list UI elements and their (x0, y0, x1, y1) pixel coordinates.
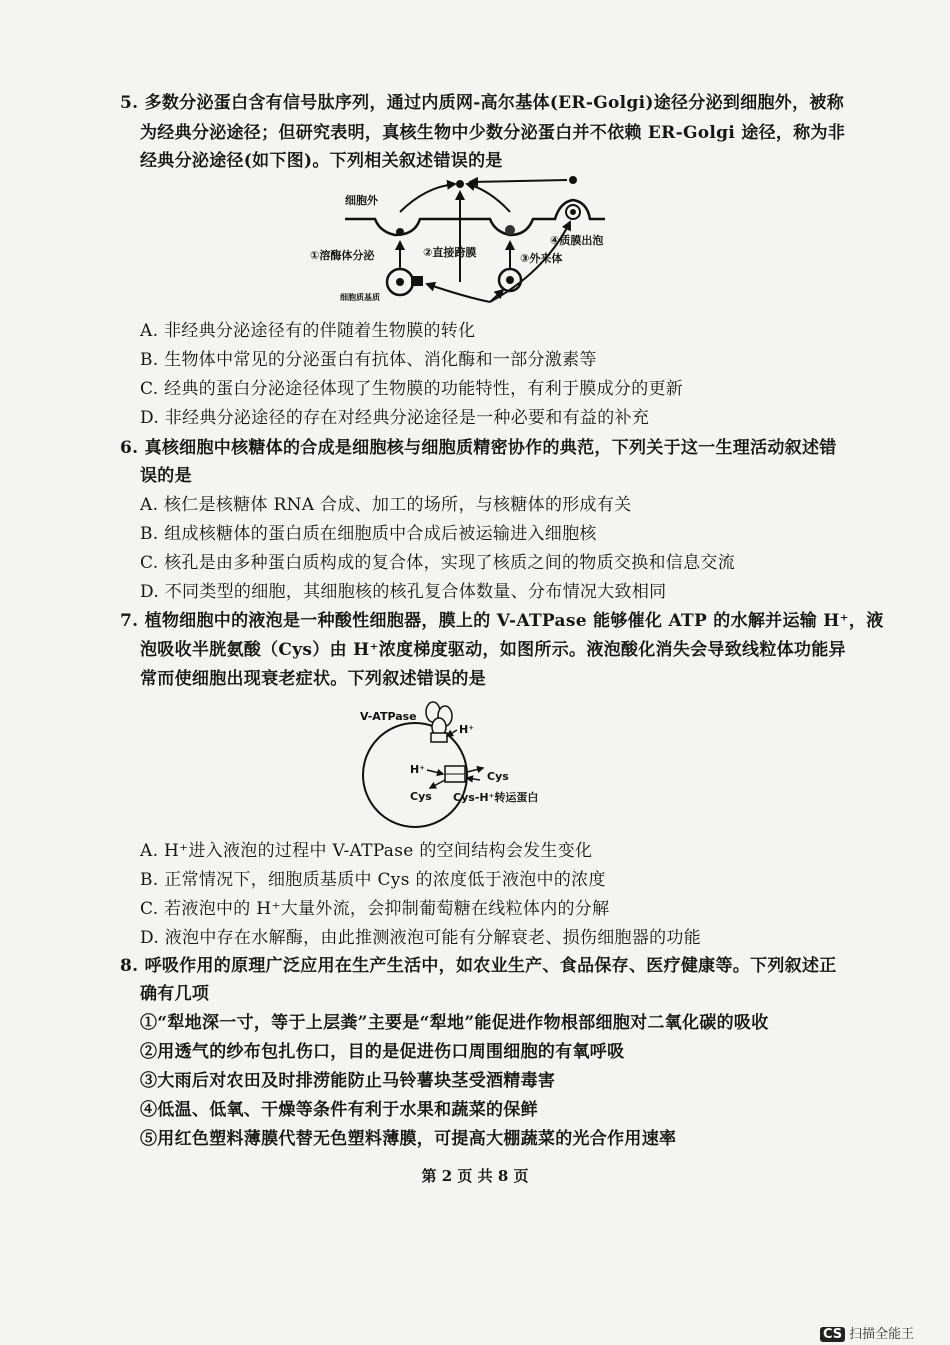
q8-statement-5: ⑤用红色塑料薄膜代替无色塑料薄膜，可提高大棚蔬菜的光合作用速率 (140, 1129, 677, 1149)
q7-option-c: C. 若液泡中的 H⁺大量外流，会抑制葡萄糖在线粒体内的分解 (140, 899, 610, 919)
label-direct: ②直接跨膜 (423, 246, 477, 259)
page-footer: 第 2 页 共 8 页 (421, 1167, 529, 1185)
q6-option-d: D. 不同类型的细胞，其细胞核的核孔复合体数量、分布情况大致相同 (140, 582, 667, 602)
q7-option-d: D. 液泡中存在水解酶，由此推测液泡可能有分解衰老、损伤细胞器的功能 (140, 928, 702, 948)
scanner-watermark (820, 1323, 950, 1342)
label-outside: 细胞外 (345, 194, 378, 207)
label-cytosol: 细胞质基质 (340, 293, 380, 302)
secretion-pathway-diagram (305, 172, 625, 307)
label-bleb: ④质膜出泡 (550, 234, 604, 247)
q7-stem-line1: 7. 植物细胞中的液泡是一种酸性细胞器，膜上的 V-ATPase 能够催化 ATP 的水解并运输 H⁺，液 (120, 611, 884, 631)
label-cys-out: Cys (487, 770, 509, 783)
q5-option-a: A. 非经典分泌途径有的伴随着生物膜的转化 (140, 321, 476, 341)
q6-option-a: A. 核仁是核糖体 RNA 合成、加工的场所，与核糖体的形成有关 (140, 495, 632, 515)
q8-statement-4: ④低温、低氧、干燥等条件有利于水果和蔬菜的保鲜 (140, 1100, 538, 1120)
q5-option-c: C. 经典的蛋白分泌途径体现了生物膜的功能特性，有利于膜成分的更新 (140, 379, 684, 399)
q6-option-b: B. 组成核糖体的蛋白质在细胞质中合成后被运输进入细胞核 (140, 524, 597, 544)
label-exosome: ③外来体 (520, 252, 563, 265)
q5-stem-line1: 5. 多数分泌蛋白含有信号肽序列，通过内质网-高尔基体(ER-Golgi)途径分泌到细胞外，被称 (120, 93, 845, 113)
q6-stem-line2: 误的是 (140, 466, 192, 486)
q5-option-b: B. 生物体中常见的分泌蛋白有抗体、消化酶和一部分激素等 (140, 350, 597, 370)
label-lysosome: ①溶酶体分泌 (310, 249, 375, 262)
q8-statement-2: ②用透气的纱布包扎伤口，目的是促进伤口周围细胞的有氧呼吸 (140, 1042, 625, 1062)
q6-option-c: C. 核孔是由多种蛋白质构成的复合体，实现了核质之间的物质交换和信息交流 (140, 553, 736, 573)
label-vatpase: V-ATPase (360, 710, 417, 723)
q5-stem-line3: 经典分泌途径(如下图)。下列相关叙述错误的是 (140, 151, 503, 171)
q7-stem-line2: 泡吸收半胱氨酸（Cys）由 H⁺浓度梯度驱动，如图所示。液泡酸化消失会导致线粒体功能异 (140, 640, 846, 660)
q7-stem-line3: 常而使细胞出现衰老症状。下列叙述错误的是 (140, 669, 486, 689)
q6-stem-line1: 6. 真核细胞中核糖体的合成是细胞核与细胞质精密协作的典范，下列关于这一生理活动叙述错 (120, 438, 837, 458)
label-h-in: H⁺ (410, 763, 426, 776)
q5-stem-line2: 为经典分泌途径；但研究表明，真核生物中少数分泌蛋白并不依赖 ER-Golgi 途径，称为非 (140, 123, 846, 143)
q8-statement-1: ①“犁地深一寸，等于上层粪”主要是“犁地”能促进作物根部细胞对二氧化碳的吸收 (140, 1013, 769, 1033)
label-cys-in: Cys (410, 790, 432, 803)
scanner-text: 扫描全能王 (849, 1327, 915, 1342)
label-h-out: H⁺ (459, 723, 475, 736)
q5-option-d: D. 非经典分泌途径的存在对经典分泌途径是一种必要和有益的补充 (140, 408, 650, 428)
q7-option-a: A. H⁺进入液泡的过程中 V-ATPase 的空间结构会发生变化 (140, 841, 593, 861)
q8-stem-line2: 确有几项 (140, 984, 210, 1004)
vacuole-diagram (355, 700, 585, 830)
q8-stem-line1: 8. 呼吸作用的原理广泛应用在生产生活中，如农业生产、食品保存、医疗健康等。下列叙述正 (120, 956, 837, 976)
q8-statement-3: ③大雨后对农田及时排涝能防止马铃薯块茎受酒精毒害 (140, 1071, 556, 1091)
label-transporter: Cys-H⁺转运蛋白 (453, 791, 539, 804)
q7-option-b: B. 正常情况下，细胞质基质中 Cys 的浓度低于液泡中的浓度 (140, 870, 606, 890)
scanner-logo-icon: CS (820, 1327, 845, 1342)
